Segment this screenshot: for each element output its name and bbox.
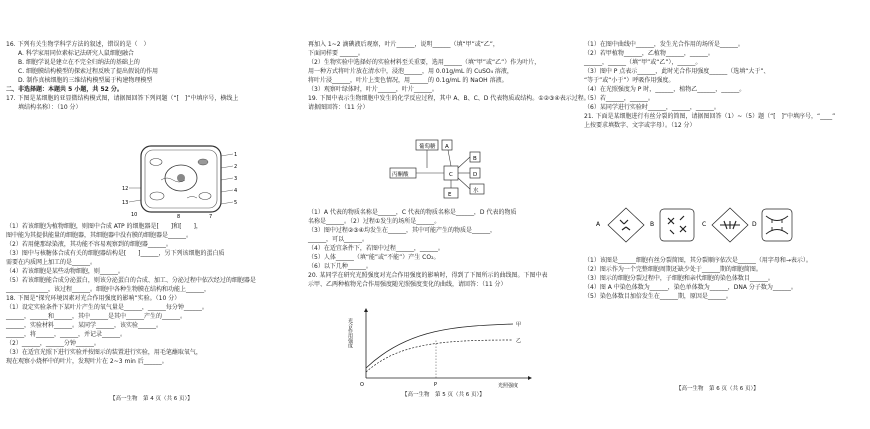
diagram-node: 葡萄糖 bbox=[419, 144, 436, 150]
page-footer: 【高一生物 第 6 页（共 6 页）】 bbox=[676, 386, 759, 392]
col3-bottom-text bbox=[584, 256, 812, 301]
figure-label: 12 bbox=[122, 186, 129, 192]
text-line: （6）以下几种______。 bbox=[308, 263, 372, 270]
curve-jia bbox=[366, 324, 513, 368]
text-line: B. 细胞学说是建立在不完全归纳法的基础上的 bbox=[18, 59, 140, 66]
diagram-node: E bbox=[448, 192, 452, 198]
text-line: （1）在图中曲线中______，发生光合作用的场所是______。 bbox=[584, 41, 744, 48]
figure-label: 1 bbox=[234, 152, 238, 158]
text-line: 上按要求填数字、文字或字母）。（12 分） bbox=[584, 122, 696, 129]
text-line: 18. 下图是“探究环境因素对光合作用强度的影响”实验。（10 分） bbox=[6, 295, 181, 302]
diagram-node: B bbox=[473, 156, 477, 162]
curve-yi bbox=[366, 340, 513, 372]
page-6 bbox=[584, 0, 866, 429]
figure-label: 3 bbox=[234, 176, 238, 182]
text-line: （4）在光照强度为 P 时，______，植物乙______，______。 bbox=[584, 86, 746, 93]
text-line: （1）A 代表的物质名称是______，C 代表的物质名称是______，D 代表的物质 bbox=[308, 209, 517, 216]
text-line: 17. 下图是某细胞的亚显微结构模式图，请据图回答下列问题（“[ ]”中填序号，横线上 bbox=[6, 95, 239, 102]
text-line: ______，______（填“甲”或“乙”），______。 bbox=[584, 59, 702, 66]
text-line: D. 制作真核细胞的三维结构模型属于构建物理模型 bbox=[18, 77, 153, 84]
diagram-node: D bbox=[473, 172, 478, 178]
text-line: （3）在适宜光照下进行实验并按图示的装置进行实验，用毛笔蘸取氧气， bbox=[6, 349, 202, 356]
col2-mid-text bbox=[308, 208, 547, 289]
cell-label: B bbox=[650, 221, 655, 228]
text-line: 19. 下图中表示生物细胞中发生的化学反应过程，其中 A、B、C、D 代表物质或结构。①②③④表示过程。 bbox=[308, 95, 590, 102]
text-line: （3）观察叶绿体时，叶片______，叶片______。 bbox=[308, 86, 438, 93]
text-line: （2）图示作为一个完整细胞周期还缺少处于______期的细胞简图。 bbox=[584, 266, 762, 273]
text-line: （2）______，______分钟______。 bbox=[6, 340, 100, 347]
series-label: 甲 bbox=[516, 322, 522, 328]
page-4 bbox=[6, 0, 284, 429]
figure-label: 7 bbox=[209, 214, 213, 220]
cell-structure-figure bbox=[121, 140, 241, 220]
col2-top-text bbox=[308, 40, 590, 112]
diagram-node: A bbox=[445, 144, 449, 150]
text-line: （3）图中过程②③④均发生在______，其中可能产生的物质是______， bbox=[308, 227, 496, 234]
text-line: （5）人体______（填“能”或“不能”）产生 CO₂。 bbox=[308, 254, 440, 261]
figure-label: 2 bbox=[234, 164, 238, 170]
text-line: （1）该图是______细胞有丝分裂简图，其分裂顺序依次是______（用字母和→表示）。 bbox=[584, 257, 812, 264]
text-line: ______，______和______，其中______是其中______产生的______。 bbox=[6, 313, 187, 320]
text-line: 请据图回答：（11 分） bbox=[308, 104, 369, 111]
cell-label: C bbox=[702, 221, 707, 228]
text-line: 需要在内质网上加工的是______。 bbox=[6, 259, 97, 266]
section-heading: 二、非选择题：本题共 5 小题，共 52 分。 bbox=[6, 86, 123, 93]
figure-label: 13 bbox=[122, 200, 129, 206]
col1-top-text bbox=[6, 40, 238, 112]
text-line: “等于”或“小于”）呼吸作用强度。 bbox=[584, 77, 675, 84]
point-label: P bbox=[434, 382, 438, 388]
text-line: ______，可以______。 bbox=[308, 236, 369, 243]
metabolism-diagram bbox=[388, 138, 508, 200]
text-line: 再加入 1~2 滴碘液后观察，叶片______，说明______（填“甲”或“乙”， bbox=[308, 41, 499, 48]
col1-bottom-text bbox=[6, 222, 256, 366]
text-line: （6）某同学进行实验时______，______，______。 bbox=[584, 104, 720, 111]
text-line: （3）图中 P 点表示______，此时光合作用强度______（选填“大于”、 bbox=[584, 68, 770, 75]
figure-label: 4 bbox=[234, 188, 238, 194]
text-line: 将叶片浸______，叶片上变色情况，用______的 0.1g/mL 的 NaOH 溶液。 bbox=[308, 77, 508, 84]
cell-label: A bbox=[596, 221, 601, 228]
text-line: 用一种方式将叶片放在清水中，浸泡______，用 0.01g/mL 的 CuSO₄ 溶液， bbox=[308, 68, 513, 75]
figure-label: 8 bbox=[177, 214, 181, 220]
text-line: （2）若用健那绿染液，其功能不容易观察到的细胞器______。 bbox=[6, 241, 172, 248]
page-footer: 【高一生物 第 4 页（共 6 页）】 bbox=[110, 396, 193, 402]
text-line: 图中能为其提供能量的细胞器，其细胞器中没有膜的细胞器是______。 bbox=[6, 232, 193, 239]
mitosis-figure bbox=[594, 204, 794, 246]
text-line: ______，实验材料______。某同学______，该实验______。 bbox=[6, 322, 163, 329]
text-line: 填结构名称）：（10 分） bbox=[6, 104, 82, 111]
text-line: 下面同样要 ______。 bbox=[308, 50, 364, 57]
text-line: （5）若该细胞能合成分泌蛋白，则该分泌蛋白的合成、加工、分泌过程中依次经过的细胞器是 bbox=[6, 277, 256, 284]
cell-label: D bbox=[752, 221, 757, 228]
page-footer: 【高一生物 第 5 页（共 6 页）】 bbox=[402, 392, 485, 398]
page-5 bbox=[308, 0, 590, 429]
text-line: （1）若该细胞为植物细胞，则图中合成 ATP 的细胞器是[ ]和[ ]， bbox=[6, 223, 202, 230]
diagram-node: 水 bbox=[473, 188, 479, 194]
diagram-node: C bbox=[449, 172, 453, 178]
figure-label: 5 bbox=[234, 200, 238, 206]
text-line: A. 科学家用同位素标记法研究人鼠细胞融合 bbox=[18, 50, 134, 57]
text-line: （1）设定实验条件下某叶片产生的氧气量是______，______每分钟______。 bbox=[6, 304, 208, 311]
light-curve-chart bbox=[348, 308, 538, 388]
text-line: C. 细胞膜结构模型的探索过程反映了提出假说的作用 bbox=[18, 68, 159, 75]
col3-top-text bbox=[584, 40, 835, 130]
text-line: （5）染色体数目加倍发生在______期，原因是______。 bbox=[584, 293, 732, 300]
text-line: ______________，该过程______。细胞中各种生物膜在结构和功能上______， bbox=[6, 286, 211, 293]
diagram-node: 丙酮酸 bbox=[392, 172, 409, 178]
origin-label: O bbox=[360, 382, 364, 388]
text-line: ______，将______，______，并记录______。 bbox=[6, 331, 127, 338]
text-line: （4）图 A 中染色体数为______，染色单体数为______，DNA 分子数为______。 bbox=[584, 284, 797, 291]
text-line: （3）图中与核糖体合成有关的细胞器结构是[ ]______，另下列该细胞的蛋白质 bbox=[6, 250, 225, 257]
text-line: 16. 下列有关生物学科学方法的叙述，错误的是（ ） bbox=[6, 41, 150, 48]
text-line: （5）若______，______。 bbox=[584, 95, 654, 102]
series-label: 乙 bbox=[516, 338, 522, 344]
text-line: （2）若甲植物______，乙植物______，______。 bbox=[584, 50, 714, 57]
x-axis-label: 光照强度 bbox=[498, 383, 519, 389]
text-line: （4）若该细胞是某些动物细胞，则______。 bbox=[6, 268, 124, 275]
y-axis-label: 光合作用强度 bbox=[347, 318, 353, 348]
text-line: 示甲、乙两种植物光合作用强度随光照强度变化的曲线，请回答：（11 分） bbox=[308, 281, 507, 288]
text-line: 21. 下面是某细胞进行有丝分裂的简图，请据图回答（1）~（5）题（“[ ]”中填序号，“____” bbox=[584, 113, 836, 120]
text-line: 20. 某同学在研究光照强度对光合作用强度的影响时，得到了下图所示的曲线图。下图中表 bbox=[308, 272, 548, 279]
text-line: （4）在适宜条件下，若图中过程______，______。 bbox=[308, 245, 444, 252]
text-line: （3）图示的细胞分裂过程中，子细胞和亲代细胞的染色体数目______。 bbox=[584, 275, 774, 282]
text-line: 现在观察小烧杯中的叶片，发现叶片在 2~3 min 后______。 bbox=[6, 358, 168, 365]
text-line: （2）生物实验中选择好的实验材料至关重要，选用______（填“甲”或“乙”）作为叶片， bbox=[308, 59, 541, 66]
figure-label: 10 bbox=[131, 212, 138, 218]
text-line: 名称是______。（2）过程①发生的场所是______。 bbox=[308, 218, 441, 225]
